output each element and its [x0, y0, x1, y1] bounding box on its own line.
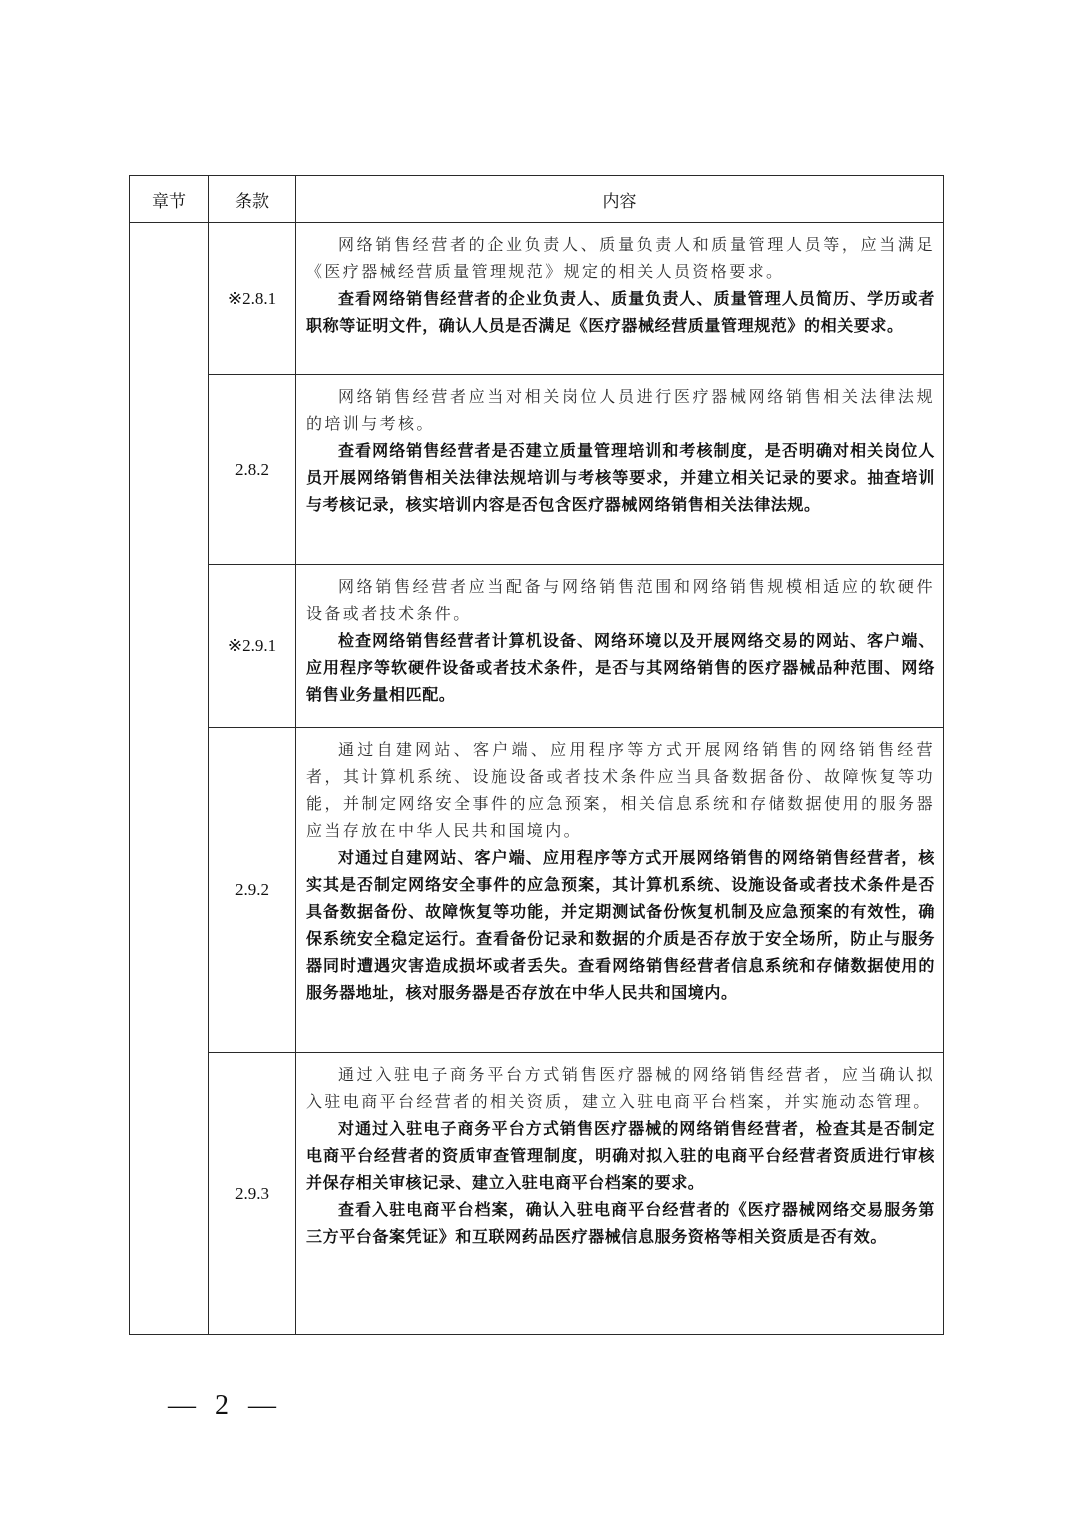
header-clause: 条款: [209, 176, 296, 223]
header-chapter: 章节: [130, 176, 209, 223]
requirements-table: [129, 175, 944, 1335]
content-cell: [296, 565, 944, 728]
clause-number: ※2.8.1: [209, 223, 296, 375]
table-row: [130, 223, 944, 375]
requirement-text: 通过入驻电子商务平台方式销售医疗器械的网络销售经营者，应当确认拟入驻电商平台经营者的相关资质，建立入驻电商平台档案，并实施动态管理。: [306, 1065, 935, 1111]
table-row: [130, 728, 944, 1053]
page-number: — 2 —: [168, 1390, 282, 1421]
inspection-method-text: 对通过自建网站、客户端、应用程序等方式开展网络销售的网络销售经营者，核实其是否制定网络安全事件的应急预案，其计算机系统、设施设备或者技术条件是否具备数据备份、故障恢复等功能，并定期测试备份恢复机制及应急预案的有效性，确保系统安全稳定运行。查看备份记录和数据的介质是否存放于安全场所，防止与服务器同时遭遇灾害造成损坏或者丢失。查看网络销售经营者信息系统和存储数据使用的服务器地址，核对服务器是否存放在中华人民共和国境内。: [306, 848, 935, 1002]
content-cell: [296, 1053, 944, 1335]
requirement-text: 网络销售经营者应当配备与网络销售范围和网络销售规模相适应的软硬件设备或者技术条件。: [306, 577, 935, 623]
content-cell: [296, 375, 944, 565]
content-cell: [296, 223, 944, 375]
clause-number: 2.9.3: [209, 1053, 296, 1335]
clause-number: 2.9.2: [209, 728, 296, 1053]
table-row: [130, 1053, 944, 1335]
requirement-text: 通过自建网站、客户端、应用程序等方式开展网络销售的网络销售经营者，其计算机系统、设施设备或者技术条件应当具备数据备份、故障恢复等功能，并制定网络安全事件的应急预案，相关信息系统和存储数据使用的服务器应当存放在中华人民共和国境内。: [306, 740, 935, 840]
inspection-method-text: 检查网络销售经营者计算机设备、网络环境以及开展网络交易的网站、客户端、应用程序等软硬件设备或者技术条件，是否与其网络销售的医疗器械品种范围、网络销售业务量相匹配。: [306, 631, 935, 704]
table-header-row: [130, 176, 944, 223]
requirement-text: 网络销售经营者应当对相关岗位人员进行医疗器械网络销售相关法律法规的培训与考核。: [306, 387, 935, 433]
requirement-text: 网络销售经营者的企业负责人、质量负责人和质量管理人员等，应当满足《医疗器械经营质量管理规范》规定的相关人员资格要求。: [306, 235, 935, 281]
header-content: 内容: [296, 176, 944, 223]
clause-number: 2.8.2: [209, 375, 296, 565]
table-row: [130, 565, 944, 728]
inspection-method-text: 查看网络销售经营者是否建立质量管理培训和考核制度，是否明确对相关岗位人员开展网络销售相关法律法规培训与考核等要求，并建立相关记录的要求。抽查培训与考核记录，核实培训内容是否包含医疗器械网络销售相关法律法规。: [306, 441, 935, 514]
inspection-method-text: 查看网络销售经营者的企业负责人、质量负责人、质量管理人员简历、学历或者职称等证明文件，确认人员是否满足《医疗器械经营质量管理规范》的相关要求。: [306, 289, 935, 335]
table-row: [130, 375, 944, 565]
content-cell: [296, 728, 944, 1053]
inspection-method-text: 查看入驻电商平台档案，确认入驻电商平台经营者的《医疗器械网络交易服务第三方平台备案凭证》和互联网药品医疗器械信息服务资格等相关资质是否有效。: [306, 1200, 935, 1246]
inspection-method-text: 对通过入驻电子商务平台方式销售医疗器械的网络销售经营者，检查其是否制定电商平台经营者的资质审查管理制度，明确对拟入驻的电商平台经营者资质进行审核并保存相关审核记录、建立入驻电商平台档案的要求。: [306, 1119, 935, 1192]
chapter-cell: [130, 223, 209, 1335]
clause-number: ※2.9.1: [209, 565, 296, 728]
